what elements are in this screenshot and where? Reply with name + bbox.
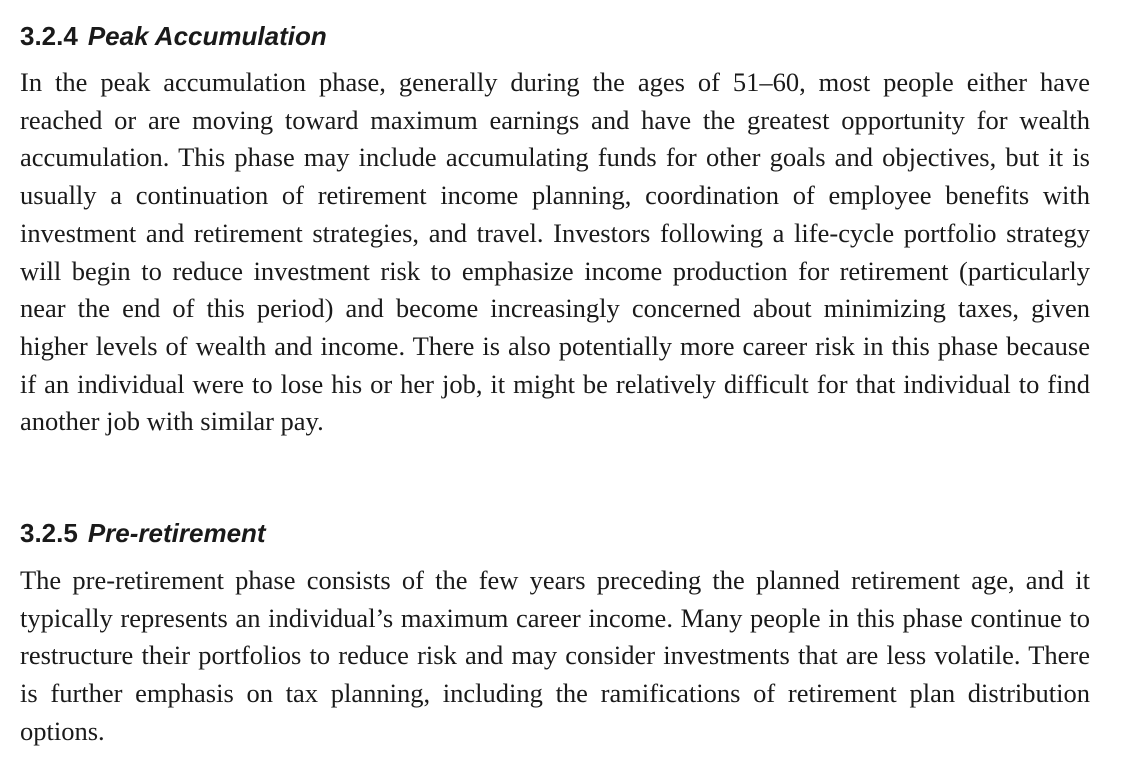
- section-number: 3.2.5: [20, 518, 78, 548]
- section-title: Peak Accumulation: [87, 21, 327, 51]
- section-body-peak-accumulation: In the peak accumulation phase, generally during the ages of 51–60, most people either have reached or are moving toward maximum earnings and have the greatest opportunity for wealth accumulation. This phase may include accumulating funds for other goals and objectives, but it is usually a continuation of retirement income planning, coordination of employee benefits with investment and retirement strategies, and travel. Investors following a life-cycle portfolio strategy will begin to reduce investment risk to emphasize income production for retirement (particularly near the end of this period) and become increasingly concerned about minimizing taxes, given higher levels of wealth and income. There is also potentially more career risk in this phase because if an individual were to lose his or her job, it might be relatively difficult for that individual to find another job with similar pay.: [20, 67, 1090, 437]
- section-number: 3.2.4: [20, 21, 78, 51]
- section-heading-pre-retirement: [20, 517, 266, 549]
- section-heading-peak-accumulation: [20, 20, 327, 52]
- section-title: Pre-retirement: [87, 518, 266, 548]
- section-body-pre-retirement: The pre-retirement phase consists of the few years preceding the planned retirement age, and it typically represents an individual’s maximum career income. Many people in this phase continue to restructure their portfolios to reduce risk and may consider investments that are less volatile. There is further emphasis on tax planning, including the ramifications of retirement plan distribution options.: [20, 565, 1090, 746]
